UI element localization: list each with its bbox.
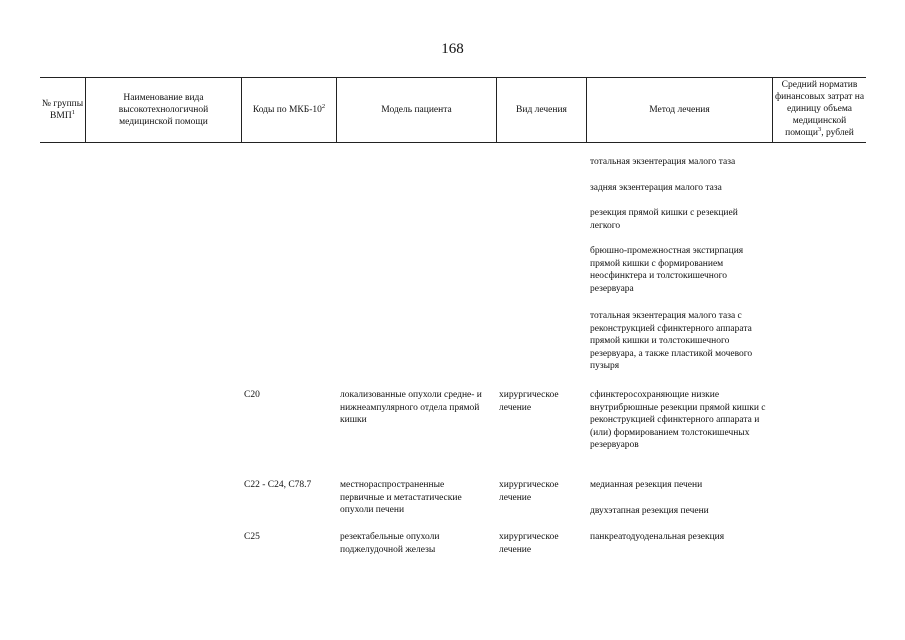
header-cost-standard: Средний норматив финансовых затрат на единицу объема медицинской помощи$^3$, рублей <box>774 80 865 138</box>
patient-model: резектабельные опухоли поджелудочной железы <box>340 532 440 555</box>
page-number: 168 <box>441 41 464 57</box>
treatment-type: хирургическое лечение <box>499 390 559 413</box>
patient-model: местнораспространенные первичные и метастатические опухоли печени <box>340 480 462 516</box>
method-item: задняя экзентерация малого таза <box>590 183 722 193</box>
header-treatment-type: Вид лечения <box>516 104 567 115</box>
icd-code: C20 <box>244 390 260 400</box>
treatment-type: хирургическое лечение <box>499 480 559 503</box>
method-item: сфинктеросохраняющие низкие внутрибрюшные резекции прямой кишки с реконструкцией сфинктерного аппарата и (или) формированием толстокишечных резервуаров <box>590 390 766 451</box>
header-kind-of-care: Наименование вида высокотехнологичной медицинской помощи <box>118 92 209 127</box>
header-icd-codes: Коды по МКБ-$10^2$ <box>252 102 326 115</box>
method-item: тотальная экзентерация малого таза с реконструкцией сфинктерного аппарата прямой кишки и толстокишечного резервуара, а также пластикой мочевого пузыря <box>590 311 753 372</box>
method-item: тотальная экзентерация малого таза <box>590 157 736 167</box>
header-group-number: № группы ВМП$^1$ <box>41 98 84 121</box>
method-item: двухэтапная резекция печени <box>590 506 709 516</box>
patient-model: локализованные опухоли средне- и нижнеампулярного отдела прямой кишки <box>340 390 482 426</box>
method-item: брюшно-промежностная экстирпация прямой кишки с формированием неосфинктера и толстокишечного резервуара <box>590 246 744 294</box>
table-header-bottom-rule <box>40 142 866 143</box>
method-item: резекция прямой кишки с резекцией легкого <box>590 208 738 231</box>
header-patient-model: Модель пациента <box>381 104 452 115</box>
icd-code: C22 - C24, C78.7 <box>244 480 312 490</box>
method-item: медианная резекция печени <box>590 480 703 490</box>
icd-code: C25 <box>244 532 260 542</box>
method-item: панкреатодуоденальная резекция <box>590 532 725 542</box>
header-treatment-method: Метод лечения <box>649 104 710 115</box>
treatment-type: хирургическое лечение <box>499 532 559 555</box>
